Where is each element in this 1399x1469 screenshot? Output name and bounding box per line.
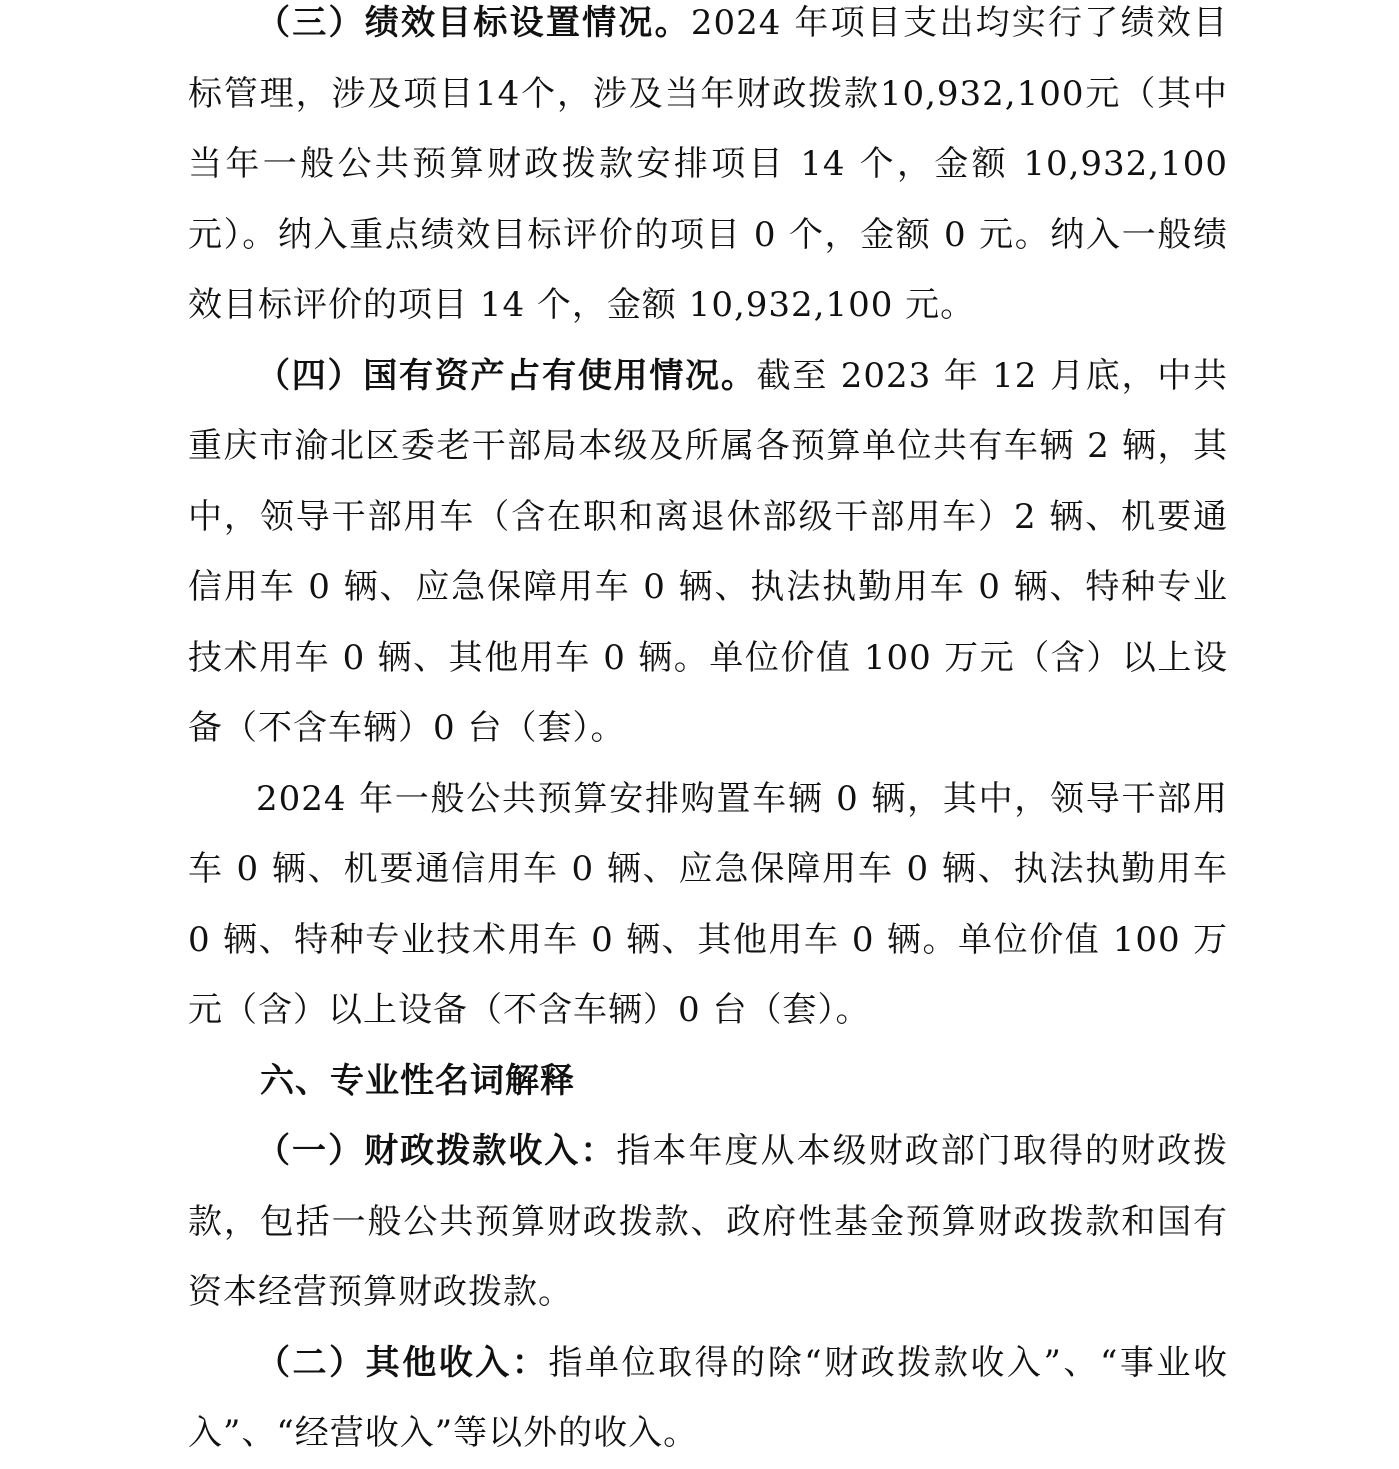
paragraph-body: 2024 年一般公共预算安排购置车辆 0 辆，其中，领导干部用车 0 辆、机要通信用车 0 辆、应急保障用车 0 辆、执法执勤用车 0 辆、特种专业技术用车 0 辆、其他用车 0 辆。单位价值 100 万元（含）以上设备（不含车辆）0 台（套）。 xyxy=(188,778,1228,1030)
paragraph-body: 2024 年项目支出均实行了绩效目标管理，涉及项目14个，涉及当年财政拨款10,932,100元（其中当年一般公共预算财政拨款安排项目 14 个，金额 10,932,100元）。纳入重点绩效目标评价的项目 0 个，金额 0 元。纳入一般绩效目标评价的项目 14 个，金额 10,932,100 元。 xyxy=(188,3,1228,325)
definition-term: （二）其他收入： xyxy=(256,1342,549,1383)
section-heading: 六、专业性名词解释 xyxy=(260,1060,575,1101)
document-page xyxy=(188,0,1228,1469)
paragraph-state-assets xyxy=(188,341,1228,764)
paragraph-lead: （三）绩效目标设置情况。 xyxy=(256,3,691,43)
definition-term: （一）财政拨款收入： xyxy=(256,1131,617,1171)
definition-other-income xyxy=(188,1328,1228,1469)
definition-text: 指本年度从本级财政部门取得的财政拨款，包括一般公共预算财政拨款、政府性基金预算财政拨款和国有资本经营预算财政拨款。 xyxy=(188,1131,1229,1312)
definition-fiscal-appropriation xyxy=(188,1116,1228,1328)
definition-text: 指单位取得的除“财政拨款收入”、“事业收入”、“经营收入”等以外的收入。 xyxy=(188,1342,1228,1453)
paragraph-lead: （四）国有资产占有使用情况。 xyxy=(256,355,757,396)
paragraph-performance-targets xyxy=(188,0,1228,341)
paragraph-body: 截至 2023 年 12 月底，中共重庆市渝北区委老干部局本级及所属各预算单位共有车辆 2 辆，其中，领导干部用车（含在职和离退休部级干部用车）2 辆、机要通信用车 0 辆、应急保障用车 0 辆、执法执勤用车 0 辆、特种专业技术用车 0 辆、其他用车 0 辆。单位价值 100 万元（含）以上设备（不含车辆）0 台（套）。 xyxy=(188,355,1228,748)
paragraph-vehicle-purchase xyxy=(188,764,1228,1046)
